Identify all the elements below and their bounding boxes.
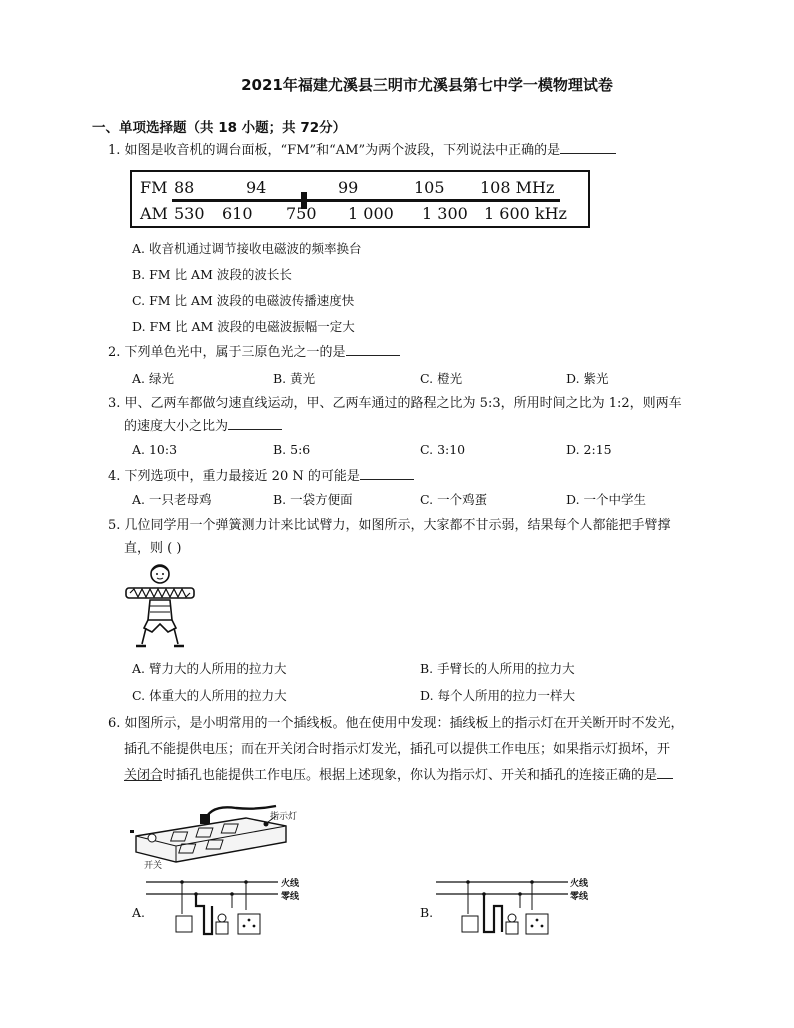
question-6-stem-line2: 插孔不能提供电压；而在开关闭合时指示灯发光，插孔可以提供工作电压；如果指示灯损坏，开 [124,742,671,757]
question-3-option-c: C. 3:10 [420,442,466,457]
question-6-stem-line3 [124,763,673,789]
live-wire-label-b: 火线 [570,879,589,889]
question-3-stem-line1: 3. 甲、乙两车都做匀速直线运动，甲、乙两车通过的路程之比为 5:3，所用时间之比为 1:2，则两车 [108,396,682,411]
am-mark: 750 [286,204,317,223]
question-4-option-a: A. 一只老母鸡 [132,492,212,507]
switch-label: 开关 [144,861,163,871]
neutral-wire-label-b: 零线 [570,892,589,902]
question-4-option-d: D. 一个中学生 [566,492,647,507]
question-1-stem [108,138,616,164]
answer-blank [228,415,282,430]
fm-mark: 94 [246,178,267,197]
question-2-option-b: B. 黄光 [273,371,316,386]
question-2-option-c: C. 橙光 [420,371,463,386]
dial-scale-line [172,199,560,202]
question-1-option-a: A. 收音机通过调节接收电磁波的频率换台 [132,241,362,256]
fm-mark: 108 MHz [480,178,555,197]
neutral-wire-label-a: 零线 [281,892,300,902]
circuit-diagram-a [146,874,278,944]
fm-mark: 99 [338,178,359,197]
question-6-option-a: A. [132,905,146,920]
question-4-text: 4. 下列选项中，重力最接近 20 N 的可能是 [108,469,360,484]
question-4-option-b: B. 一袋方便面 [273,492,353,507]
fm-label: FM [140,178,168,197]
question-3-option-a: A. 10:3 [132,442,178,457]
am-mark: 1 600 kHz [484,204,567,223]
question-4-option-c: C. 一个鸡蛋 [420,492,488,507]
question-5-stem-line2: 直，则 ( ) [124,541,182,556]
question-1-text: 1. 如图是收音机的调台面板，“FM”和“AM”为两个波段，下列说法中正确的是 [108,143,561,158]
question-3-option-b: B. 5:6 [273,442,311,457]
question-5-option-c: C. 体重大的人所用的拉力大 [132,688,287,703]
question-5-option-a: A. 臂力大的人所用的拉力大 [132,661,287,676]
fm-mark: 88 [174,178,195,197]
question-2-option-a: A. 绿光 [132,371,174,386]
question-3-stem-line2 [124,414,282,440]
answer-blank [346,341,400,356]
am-mark: 530 [174,204,205,223]
question-6-text: 关闭合时插孔也能提供工作电压。根据上述现象，你认为指示灯、开关和插孔的连接正确的是 [124,768,658,783]
question-3-text: 的速度大小之比为 [124,419,229,434]
question-2-stem [108,340,400,366]
page-title: 2021年福建尤溪县三明市尤溪县第七中学一模物理试卷 [241,76,613,94]
am-label: AM [140,204,168,223]
answer-blank [560,139,616,154]
am-mark: 1 300 [422,204,468,223]
am-mark: 1 000 [348,204,394,223]
question-2-option-d: D. 紫光 [566,371,609,386]
question-1-option-d: D. FM 比 AM 波段的电磁波振幅一定大 [132,319,355,334]
am-mark: 610 [222,204,253,223]
question-6-option-b: B. [420,905,434,920]
question-5-stem-line1: 5. 几位同学用一个弹簧测力计来比试臂力，如图所示，大家都不甘示弱，结果每个人都能把手臂撑 [108,518,671,533]
question-4-stem [108,464,414,490]
answer-blank-continued [124,780,162,781]
question-5-option-d: D. 每个人所用的拉力一样大 [420,688,576,703]
question-6-stem-line1: 6. 如图所示，是小明常用的一个插线板。他在使用中发现：插线板上的指示灯在开关断开时不发光， [108,716,684,731]
radio-dial-figure [130,170,590,228]
circuit-diagram-b [436,874,568,944]
spring-scale-person-figure [122,562,198,654]
question-1-option-c: C. FM 比 AM 波段的电磁波传播速度快 [132,293,355,308]
answer-blank [360,465,414,480]
answer-blank [657,764,673,779]
fm-mark: 105 [414,178,445,197]
section-heading: 一、单项选择题（共 18 小题；共 72分） [92,120,347,136]
question-2-text: 2. 下列单色光中，属于三原色光之一的是 [108,345,346,360]
indicator-label: 指示灯 [270,812,298,822]
live-wire-label-a: 火线 [281,879,300,889]
question-1-option-b: B. FM 比 AM 波段的波长长 [132,267,292,282]
question-3-option-d: D. 2:15 [566,442,612,457]
question-5-option-b: B. 手臂长的人所用的拉力大 [420,661,575,676]
